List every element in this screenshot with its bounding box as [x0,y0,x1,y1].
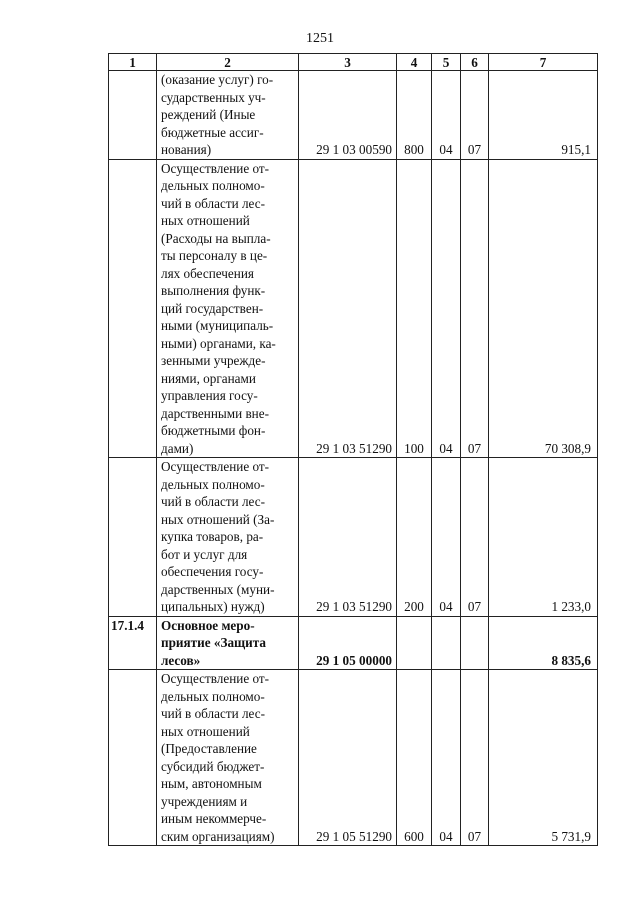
row-sum: 1 233,0 [489,458,598,617]
row-rz: 04 [432,71,461,160]
row-name: Осуществление от- дельных полномо- чий в области лес- ных отношений (Предоставление субсидий бюджет- ным, автономным учреждениям и иным некоммерче- ским организациям) [157,670,299,846]
row-number [109,458,157,617]
row-rz: 04 [432,159,461,458]
header-row [109,54,598,71]
header-cell: 4 [397,54,432,71]
row-code: 29 1 05 00000 [299,616,397,670]
row-vr [397,616,432,670]
row-pr: 07 [461,71,489,160]
row-name: Осуществление от- дельных полномо- чий в области лес- ных отношений (За- купка товаров, ра- бот и услуг для обеспечения госу- дарственных (муни- ципальных) нужд) [157,458,299,617]
row-name: Осуществление от- дельных полномо- чий в области лес- ных отношений (Расходы на выпла- ты персоналу в це- лях обеспечения выполнения функ- ций государствен- ными (муниципаль- ными) органами, ка- зенными учрежде- ниями, органами управления госу- дарственными вне- бюджетными фон- дами) [157,159,299,458]
header-cell: 7 [489,54,598,71]
header-cell: 6 [461,54,489,71]
budget-table [108,53,598,846]
row-number [109,159,157,458]
row-number: 17.1.4 [109,616,157,670]
row-vr: 800 [397,71,432,160]
row-pr: 07 [461,458,489,617]
row-sum: 70 308,9 [489,159,598,458]
row-sum: 5 731,9 [489,670,598,846]
table-row [109,670,598,846]
row-sum: 8 835,6 [489,616,598,670]
row-number [109,670,157,846]
table-row [109,616,598,670]
header-cell: 1 [109,54,157,71]
row-sum: 915,1 [489,71,598,160]
table-row [109,71,598,160]
row-vr: 600 [397,670,432,846]
row-rz: 04 [432,458,461,617]
row-code: 29 1 03 00590 [299,71,397,160]
table-row [109,159,598,458]
row-code: 29 1 03 51290 [299,458,397,617]
header-cell: 3 [299,54,397,71]
row-code: 29 1 03 51290 [299,159,397,458]
row-pr: 07 [461,670,489,846]
page-number: 1251 [306,31,334,46]
row-pr: 07 [461,159,489,458]
header-cell: 5 [432,54,461,71]
row-name: (оказание услуг) го- сударственных уч- реждений (Иные бюджетные ассиг- нования) [157,71,299,160]
table-row [109,458,598,617]
row-name: Основное меро- приятие «Защита лесов» [157,616,299,670]
row-pr [461,616,489,670]
row-rz: 04 [432,670,461,846]
row-vr: 100 [397,159,432,458]
header-cell: 2 [157,54,299,71]
row-number [109,71,157,160]
row-vr: 200 [397,458,432,617]
row-code: 29 1 05 51290 [299,670,397,846]
row-rz [432,616,461,670]
